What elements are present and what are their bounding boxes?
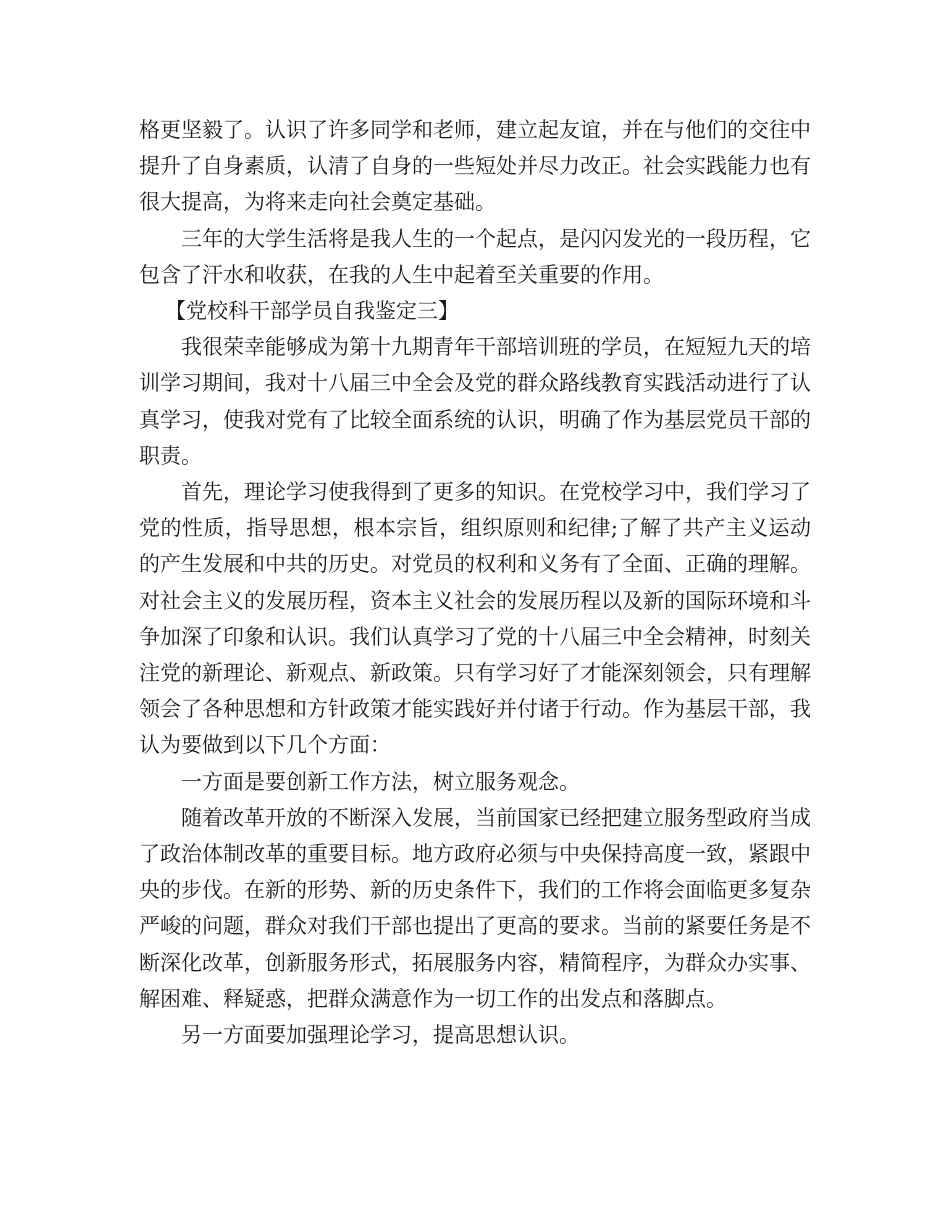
document-page [139, 112, 811, 1053]
paragraph-theory-study: 首先，理论学习使我得到了更多的知识。在党校学习中，我们学习了党的性质，指导思想，根本宗旨，组织原则和纪律;了解了共产主义运动的产生发展和中共的历史。对党员的权利和义务有了全面、正确的理解。对社会主义的发展历程，资本主义社会的发展历程以及新的国际环境和斗争加深了印象和认识。我们认真学习了党的十八届三中全会精神，时刻关注党的新理论、新观点、新政策。只有学习好了才能深刻领会，只有理解领会了各种思想和方针政策才能实践好并付诸于行动。作为基层干部，我认为要做到以下几个方面： [139, 480, 811, 758]
section-heading: 【党校科干部学员自我鉴定三】 [165, 299, 459, 324]
paragraph-point-two: 另一方面要加强理论学习，提高思想认识。 [181, 1023, 580, 1048]
paragraph-continuation: 格更坚毅了。认识了许多同学和老师，建立起友谊，并在与他们的交往中提升了自身素质，认清了自身的一些短处并尽力改正。社会实践能力也有很大提高，为将来走向社会奠定基础。 [139, 118, 811, 215]
paragraph-training-intro: 我很荣幸能够成为第十九期青年干部培训班的学员，在短短九天的培训学习期间，我对十八届三中全会及党的群众路线教育实践活动进行了认真学习，使我对党有了比较全面系统的认识，明确了作为基层党员干部的职责。 [139, 335, 811, 468]
paragraph-reform: 随着改革开放的不断深入发展，当前国家已经把建立服务型政府当成了政治体制改革的重要目标。地方政府必须与中央保持高度一致，紧跟中央的步伐。在新的形势、新的历史条件下，我们的工作将会面临更多复杂严峻的问题，群众对我们干部也提出了更高的要求。当前的紧要任务是不断深化改革，创新服务形式，拓展服务内容，精简程序，为群众办实事、解困难、释疑惑，把群众满意作为一切工作的出发点和落脚点。 [139, 805, 811, 1011]
paragraph-point-one: 一方面是要创新工作方法，树立服务观念。 [181, 769, 580, 794]
paragraph-university-life: 三年的大学生活将是我人生的一个起点，是闪闪发光的一段历程，它包含了汗水和收获，在我的人生中起着至关重要的作用。 [139, 226, 811, 287]
